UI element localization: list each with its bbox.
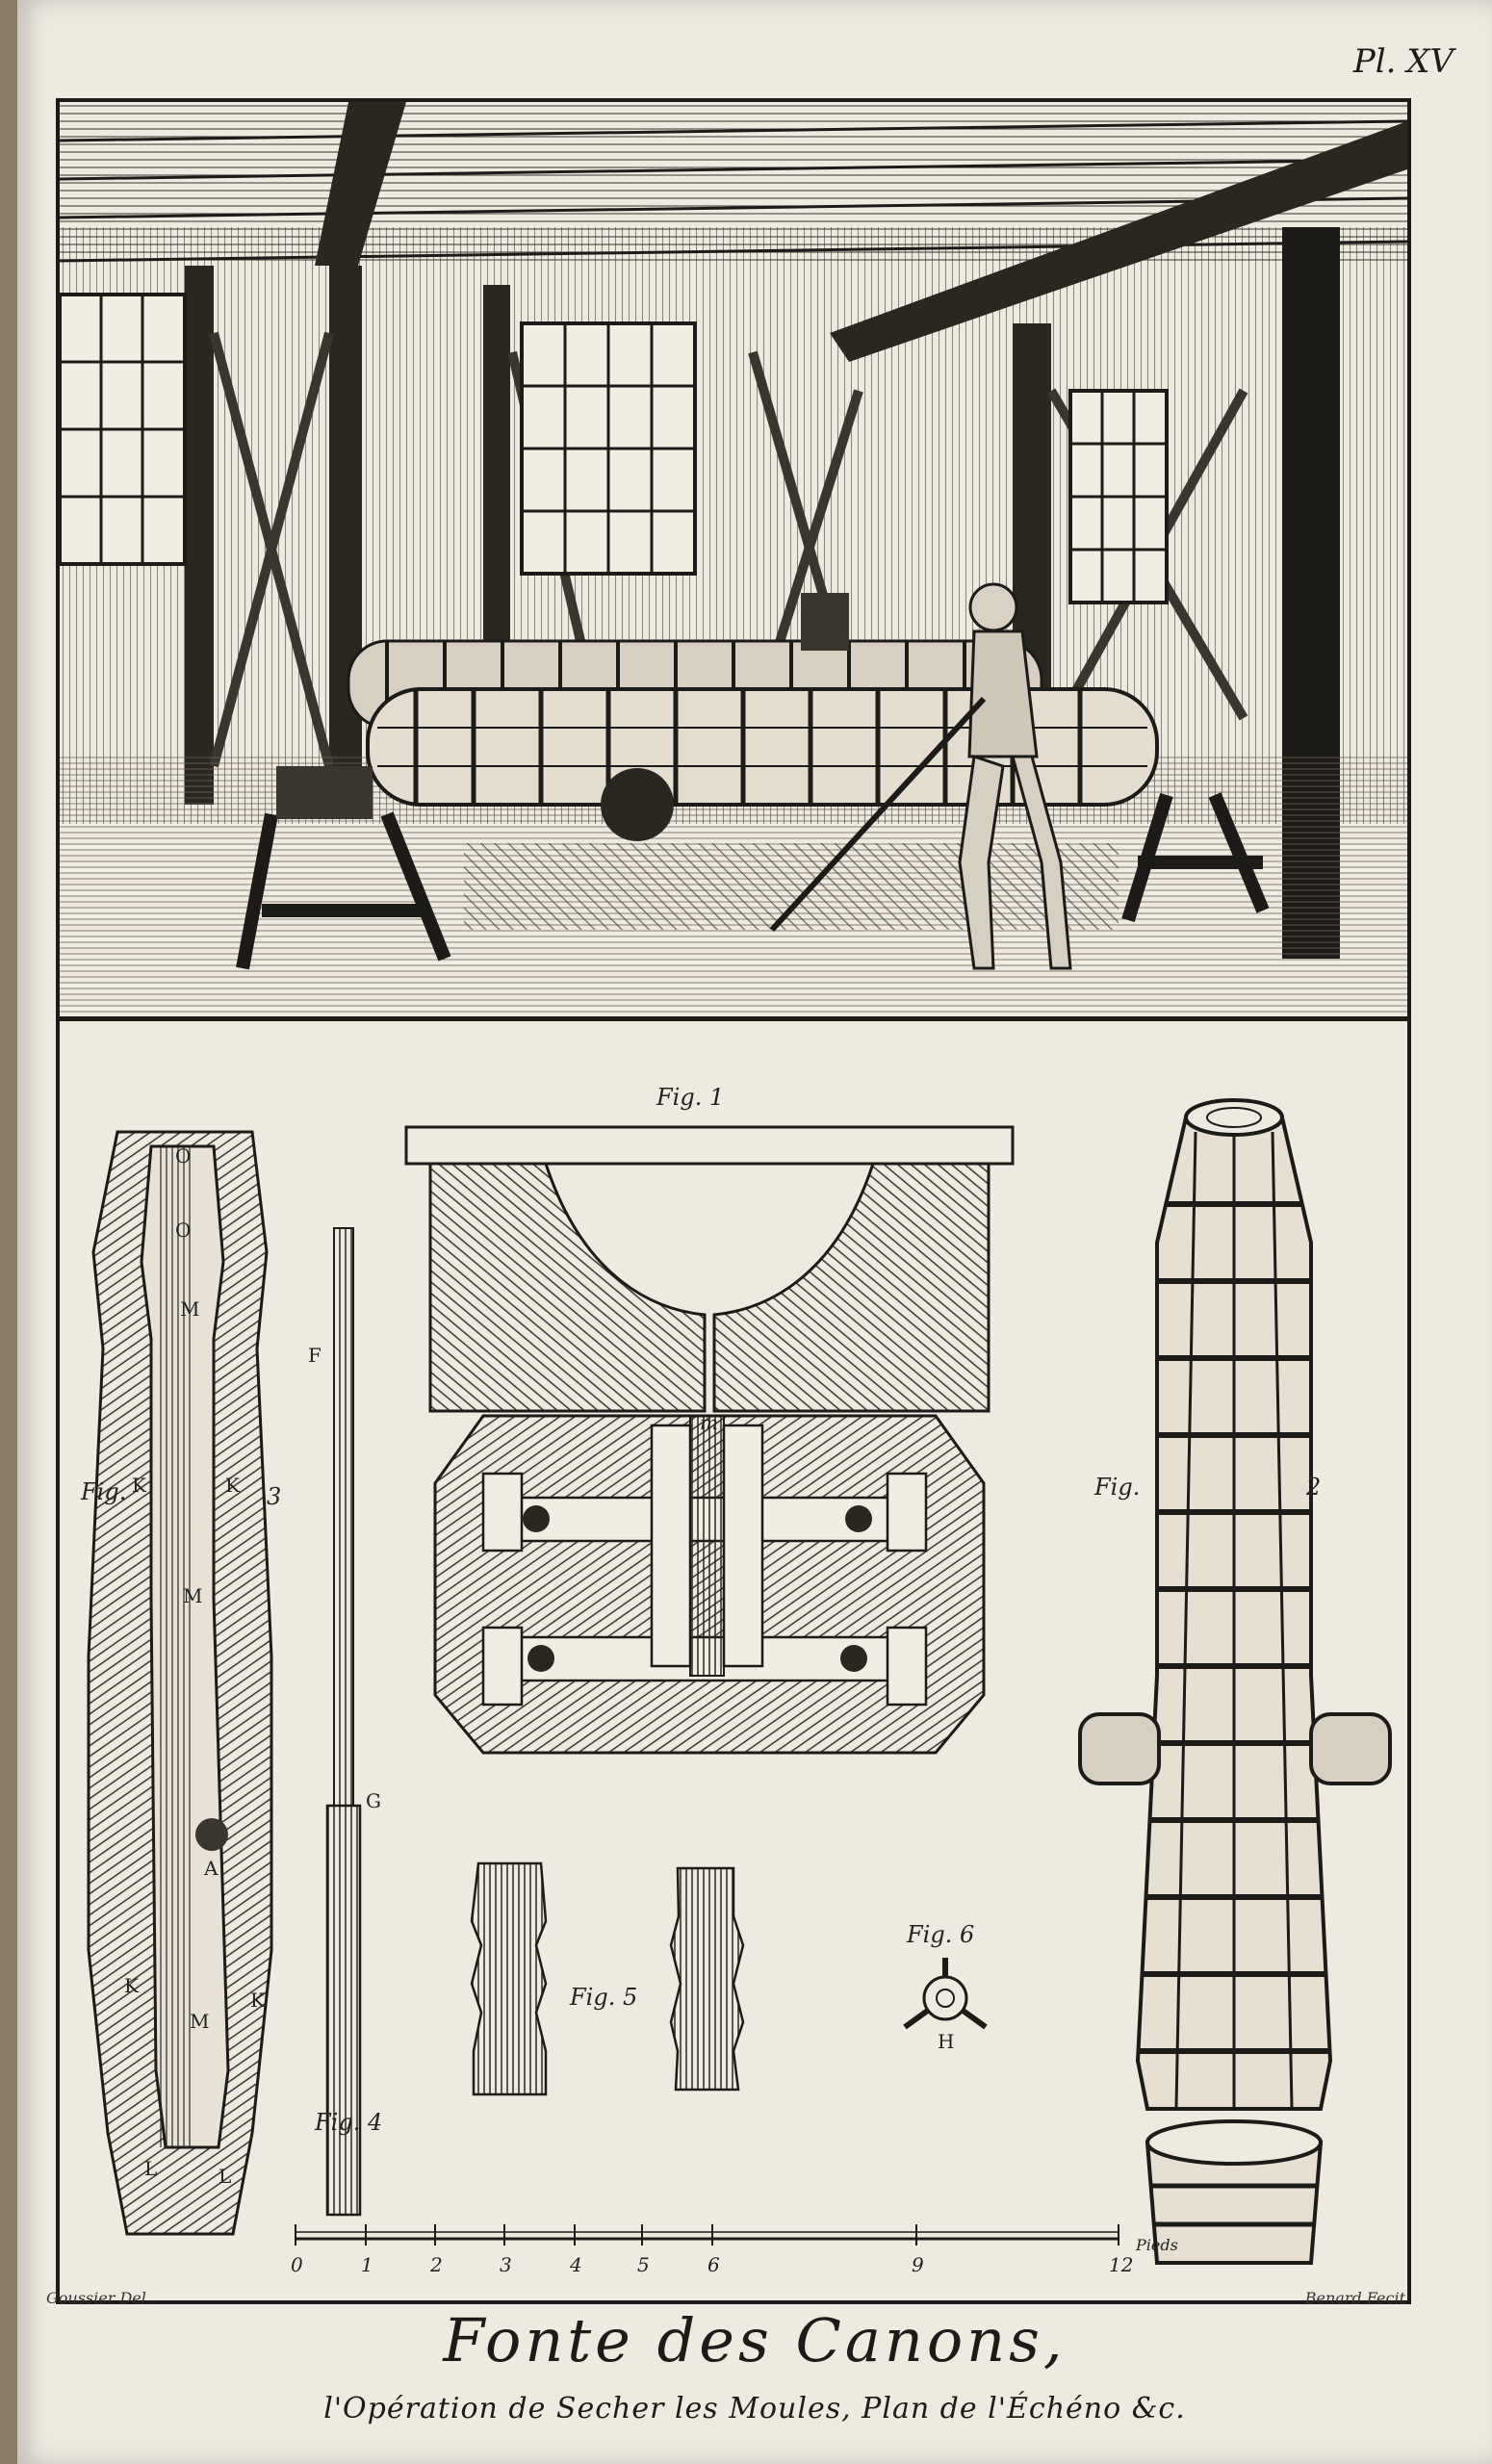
callout-k: K bbox=[124, 1974, 139, 1997]
callout-h: H bbox=[938, 2030, 955, 2053]
fig6-tripod-plate bbox=[905, 1958, 986, 2027]
callout-l: L bbox=[144, 2157, 158, 2180]
scale-bar bbox=[296, 2224, 1119, 2246]
plate-title: Fonte des Canons, bbox=[443, 2305, 1067, 2375]
scale-number: 4 bbox=[570, 2253, 582, 2276]
fig3-label-prefix: Fig. bbox=[81, 1478, 127, 1505]
workshop-illustration bbox=[60, 102, 1407, 1016]
callout-o: O bbox=[175, 1219, 192, 1242]
wall-post bbox=[185, 266, 214, 805]
callout-m: M bbox=[183, 1584, 203, 1607]
scale-number: 2 bbox=[430, 2253, 443, 2276]
callout-g: G bbox=[366, 1789, 381, 1812]
scale-number: 9 bbox=[912, 2253, 924, 2276]
figures-illustration bbox=[60, 1021, 1407, 2300]
scale-number: 1 bbox=[361, 2253, 373, 2276]
callout-o: O bbox=[175, 1144, 192, 1168]
plate-page bbox=[17, 0, 1492, 2464]
engraver-credit: Benard Fecit bbox=[1304, 2289, 1405, 2307]
fig6-label: Fig. 6 bbox=[907, 1921, 975, 1948]
charcoal-fire bbox=[464, 843, 1119, 930]
callout-m: M bbox=[190, 2010, 210, 2033]
callout-k: K bbox=[132, 1474, 146, 1497]
wall-post bbox=[329, 266, 362, 805]
callout-f: F bbox=[308, 1344, 322, 1367]
plate-subtitle: l'Opération de Secher les Moules, Plan de l'Échéno &c. bbox=[323, 2392, 1186, 2426]
scale-number: 3 bbox=[500, 2253, 512, 2276]
fig1-furnace-plan bbox=[406, 1127, 1013, 1753]
fig2-label-prefix: Fig. bbox=[1094, 1474, 1141, 1501]
plate-number: Pl. XV bbox=[1352, 42, 1453, 81]
engraving-frame bbox=[56, 98, 1411, 2304]
callout-k: K bbox=[250, 1989, 265, 2012]
callout-m: M bbox=[180, 1297, 200, 1321]
scale-number: 0 bbox=[291, 2253, 303, 2276]
fig2-label-number: 2 bbox=[1306, 1474, 1322, 1501]
drying-workshop-scene bbox=[60, 102, 1407, 1016]
ceiling bbox=[60, 102, 1407, 266]
fig5-label: Fig. 5 bbox=[570, 1984, 638, 2011]
callout-k: K bbox=[225, 1474, 240, 1497]
window-left bbox=[60, 295, 185, 564]
fig2-bound-mould bbox=[1080, 1100, 1390, 2263]
scale-unit: Pieds bbox=[1136, 2236, 1178, 2254]
scale-number: 5 bbox=[637, 2253, 650, 2276]
callout-l: L bbox=[219, 2165, 232, 2188]
draughtsman-credit: Goussier Del. bbox=[46, 2289, 151, 2307]
callout-m-small: m bbox=[700, 1411, 718, 1434]
callout-a: A bbox=[204, 1857, 219, 1880]
trestle-block bbox=[276, 766, 373, 819]
scale-number: 12 bbox=[1109, 2253, 1134, 2276]
fig4-label: Fig. 4 bbox=[315, 2109, 383, 2136]
window-center bbox=[522, 323, 695, 574]
figures-panel bbox=[60, 1021, 1407, 2300]
fig1-label: Fig. 1 bbox=[656, 1084, 725, 1111]
fig4-spindle bbox=[327, 1228, 360, 2215]
window-right bbox=[1070, 391, 1167, 603]
scale-number: 6 bbox=[707, 2253, 720, 2276]
fig5-trunnion-pieces bbox=[472, 1863, 743, 2094]
fig3-label-number: 3 bbox=[267, 1483, 282, 1510]
